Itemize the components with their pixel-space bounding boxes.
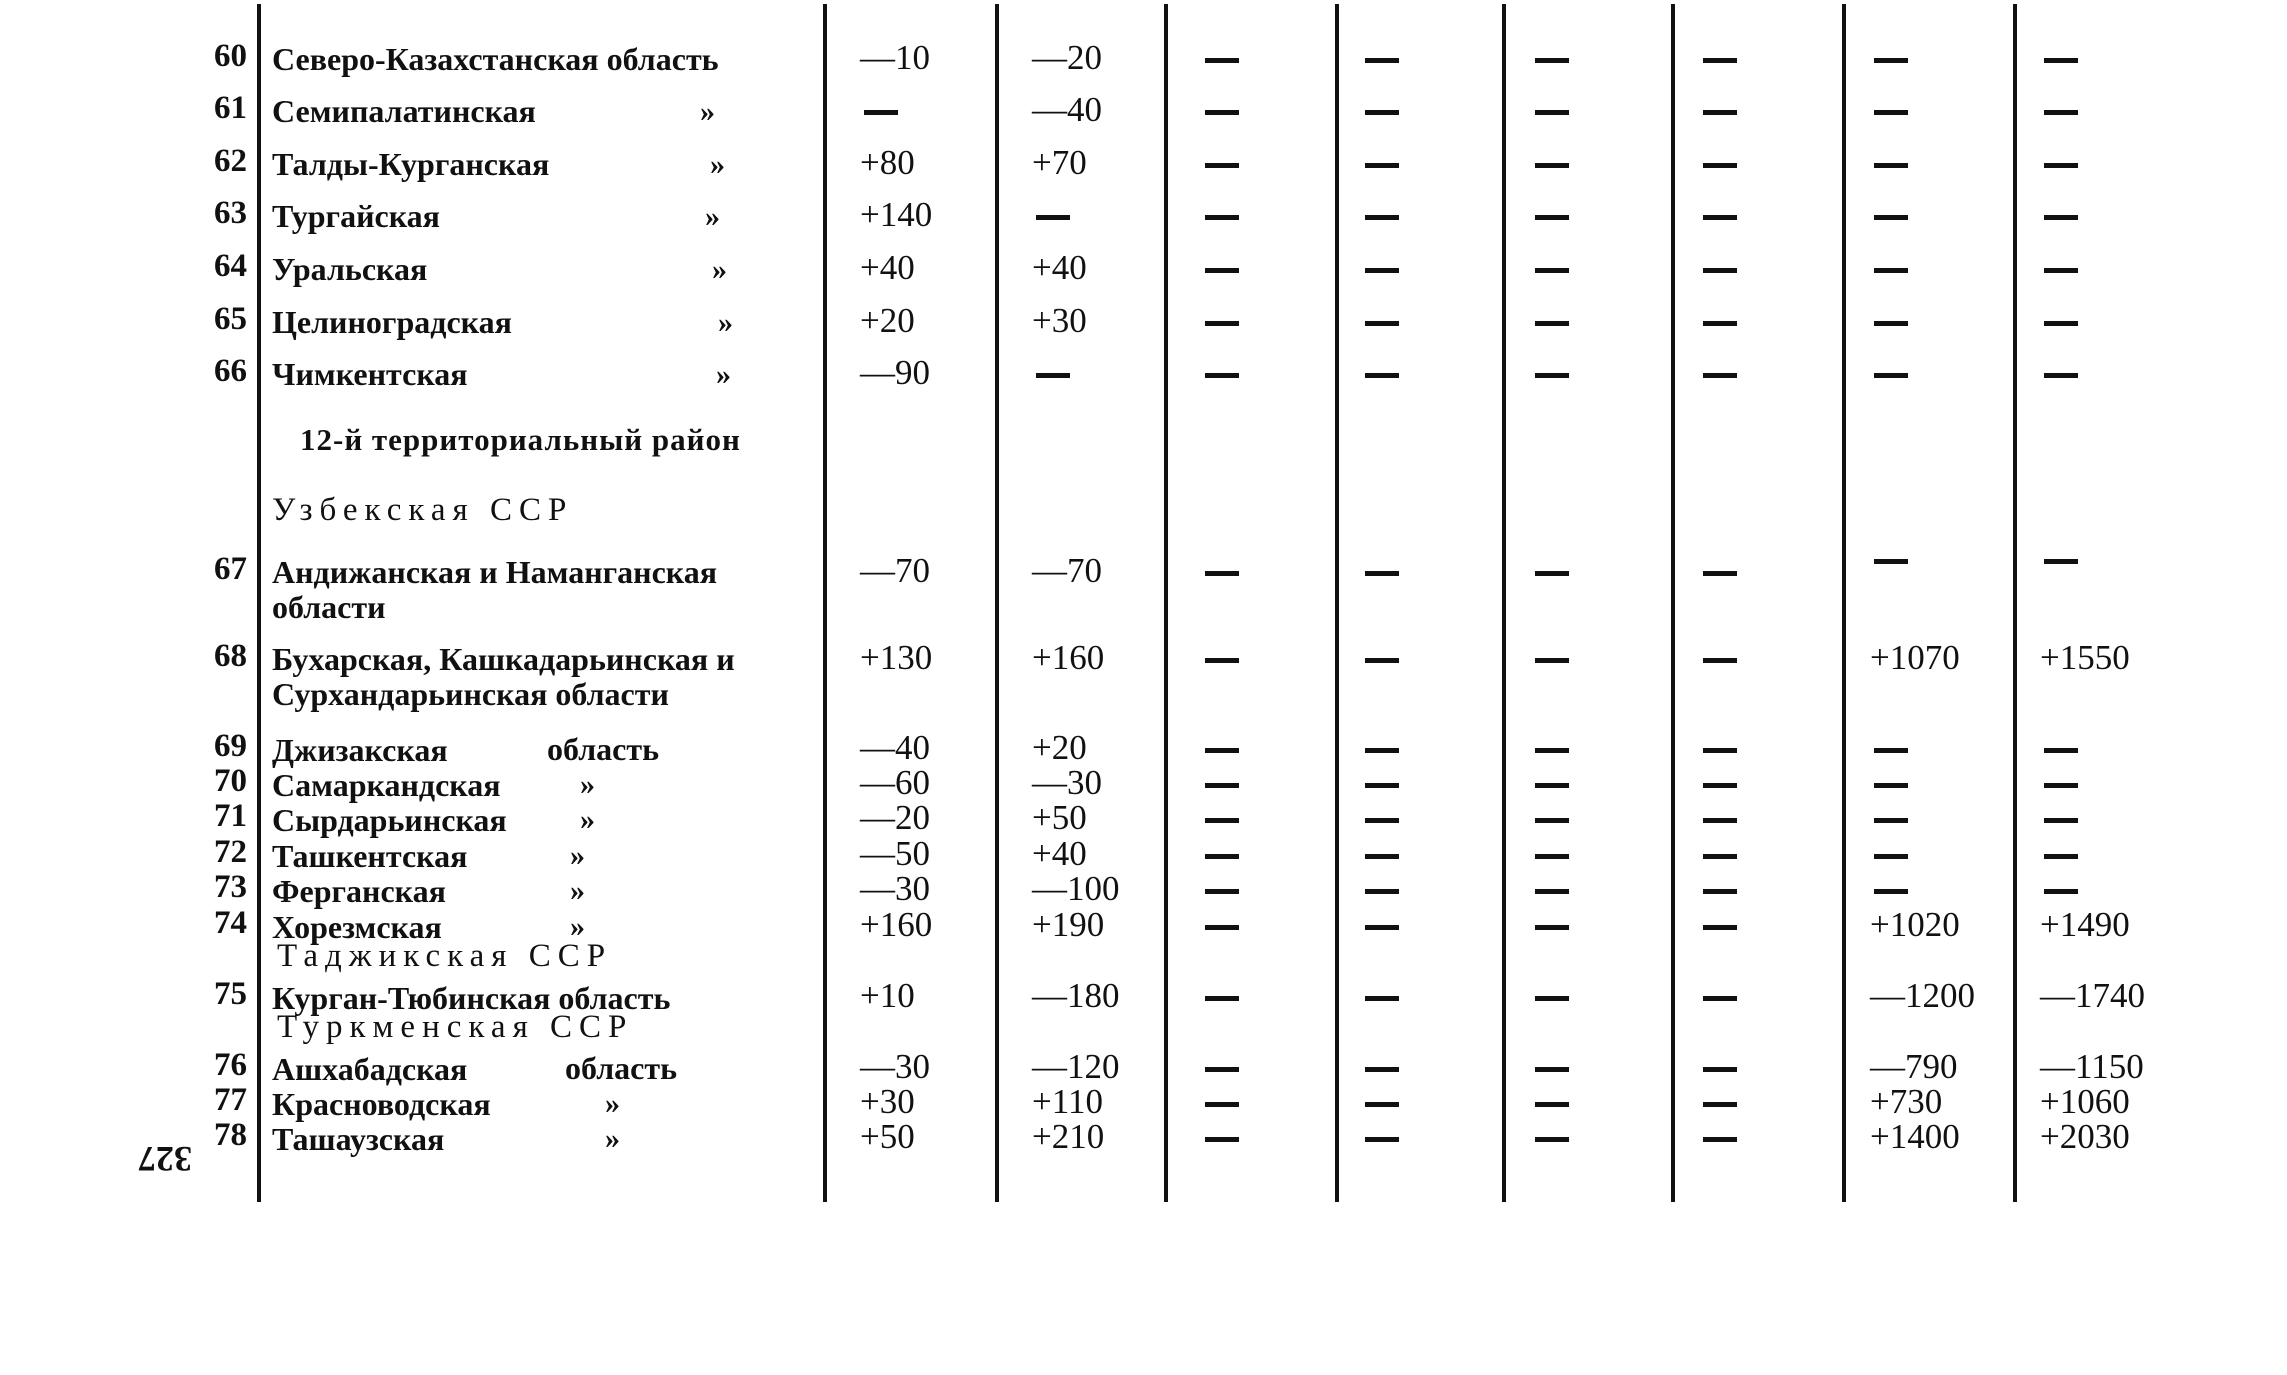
value-col8	[2044, 889, 2078, 894]
value-col7	[1874, 163, 1908, 168]
value-col4-dash	[1365, 1137, 1399, 1142]
value-col4-dash	[1365, 110, 1399, 115]
ditto-mark: »	[570, 910, 585, 943]
region-name: Ашхабадская	[272, 1051, 468, 1087]
region-name: Андижанская и Наманганская	[272, 554, 718, 590]
value-col3-dash	[1205, 58, 1239, 63]
value-col5-dash	[1535, 321, 1569, 326]
region-name: Северо-Казахстанская область	[272, 41, 719, 77]
value-col1: +160	[860, 905, 933, 944]
value-col8: —1150	[2040, 1047, 2144, 1086]
row-number: 65	[214, 301, 247, 337]
value-col5-dash	[1535, 1102, 1569, 1107]
value-col8	[2044, 215, 2078, 220]
row-number: 70	[214, 763, 247, 799]
value-col2: +30	[1032, 301, 1087, 340]
value-col4-dash	[1365, 658, 1399, 663]
region-name: Курган-Тюбинская область	[272, 980, 671, 1016]
value-col7	[1874, 559, 1908, 564]
value-col8	[2044, 783, 2078, 788]
value-col3-dash	[1205, 1067, 1239, 1072]
value-col4-dash	[1365, 321, 1399, 326]
row-number: 75	[214, 976, 247, 1012]
value-col8	[2044, 110, 2078, 115]
value-col6-dash	[1703, 571, 1737, 576]
value-col6-dash	[1703, 321, 1737, 326]
value-col1: +40	[860, 248, 915, 287]
region-suffix: область	[565, 1050, 677, 1086]
value-col4-dash	[1365, 783, 1399, 788]
value-col6-dash	[1703, 818, 1737, 823]
column-rule	[995, 4, 999, 1202]
value-col4-dash	[1365, 925, 1399, 930]
value-col8	[2044, 559, 2078, 564]
value-col8	[2044, 321, 2078, 326]
value-col5-dash	[1535, 889, 1569, 894]
row-number: 76	[214, 1047, 247, 1083]
value-col1: +130	[860, 638, 933, 677]
value-col1: —40	[860, 728, 930, 767]
region-name: Уральская	[272, 251, 428, 287]
ditto-mark: »	[605, 1122, 620, 1155]
region-name: Ташкентская	[272, 838, 468, 874]
region-name: Красноводская	[272, 1086, 491, 1122]
value-col4-dash	[1365, 818, 1399, 823]
row-number: 73	[214, 869, 247, 905]
ditto-mark: »	[718, 306, 733, 339]
value-col6-dash	[1703, 889, 1737, 894]
value-col1: +140	[860, 195, 933, 234]
value-col5-dash	[1535, 996, 1569, 1001]
republic-heading-tajik: Таджикская ССР	[277, 938, 613, 974]
row-number: 67	[214, 551, 247, 587]
value-col2: +70	[1032, 143, 1087, 182]
row-number: 74	[214, 905, 247, 941]
ditto-mark: »	[700, 95, 715, 128]
value-col4-dash	[1365, 748, 1399, 753]
value-col2: —180	[1032, 976, 1120, 1015]
value-col1: +10	[860, 976, 915, 1015]
region-name: Джизакская	[272, 732, 448, 768]
value-col8: —1740	[2040, 976, 2145, 1015]
value-col7	[1874, 321, 1908, 326]
value-col1: —30	[860, 1047, 930, 1086]
value-col6-dash	[1703, 783, 1737, 788]
value-col8: +1550	[2040, 638, 2130, 677]
region-name-line2: области	[272, 589, 386, 625]
region-name: Хорезмская	[272, 909, 442, 945]
value-col5-dash	[1535, 571, 1569, 576]
value-col7	[1874, 110, 1908, 115]
value-col1: +80	[860, 143, 915, 182]
value-col6-dash	[1703, 163, 1737, 168]
value-col8	[2044, 268, 2078, 273]
value-col5-dash	[1535, 58, 1569, 63]
value-col1: —10	[860, 38, 930, 77]
value-col5-dash	[1535, 110, 1569, 115]
value-col4-dash	[1365, 58, 1399, 63]
row-number: 60	[214, 38, 247, 74]
ditto-mark: »	[580, 803, 595, 836]
value-col6-dash	[1703, 658, 1737, 663]
value-col8: +1060	[2040, 1082, 2130, 1121]
value-col6-dash	[1703, 268, 1737, 273]
value-col2: —100	[1032, 869, 1120, 908]
value-col7: +1070	[1870, 638, 1960, 677]
ditto-mark: »	[605, 1087, 620, 1120]
value-col4-dash	[1365, 996, 1399, 1001]
value-col2: +50	[1032, 798, 1087, 837]
row-number: 77	[214, 1082, 247, 1118]
value-col4-dash	[1365, 1102, 1399, 1107]
row-number: 61	[214, 90, 247, 126]
column-rule	[1502, 4, 1506, 1202]
republic-heading-uzbek: Узбекская ССР	[272, 492, 574, 528]
value-col1: +50	[860, 1117, 915, 1156]
value-col7	[1874, 373, 1908, 378]
value-col3-dash	[1205, 1137, 1239, 1142]
value-col4-dash	[1365, 854, 1399, 859]
column-rule	[257, 4, 261, 1202]
value-col5-dash	[1535, 163, 1569, 168]
value-col6-dash	[1703, 925, 1737, 930]
value-col7: +730	[1870, 1082, 1943, 1121]
value-col7	[1874, 748, 1908, 753]
value-col2: +210	[1032, 1117, 1105, 1156]
row-number: 62	[214, 143, 247, 179]
region-name: Самаркандская	[272, 767, 501, 803]
value-col5-dash	[1535, 854, 1569, 859]
value-col2: —120	[1032, 1047, 1120, 1086]
value-col8: +1490	[2040, 905, 2130, 944]
column-rule	[823, 4, 827, 1202]
value-col1: —20	[860, 798, 930, 837]
value-col6-dash	[1703, 1137, 1737, 1142]
value-col3-dash	[1205, 1102, 1239, 1107]
value-col5-dash	[1535, 1137, 1569, 1142]
value-col3-dash	[1205, 215, 1239, 220]
region-name: Сырдарьинская	[272, 802, 507, 838]
republic-heading-turkmen: Туркменская ССР	[277, 1009, 634, 1045]
value-col7: +1020	[1870, 905, 1960, 944]
value-col4-dash	[1365, 215, 1399, 220]
ditto-mark: »	[580, 768, 595, 801]
value-col5-dash	[1535, 1067, 1569, 1072]
region-name: Ташаузская	[272, 1121, 445, 1157]
value-col2: +40	[1032, 834, 1087, 873]
value-col8: +2030	[2040, 1117, 2130, 1156]
page-number: 327	[138, 1139, 192, 1179]
value-col4-dash	[1365, 1067, 1399, 1072]
region-name: Ферганская	[272, 873, 446, 909]
value-col2: —20	[1032, 38, 1102, 77]
region-name: Тургайская	[272, 198, 440, 234]
value-col2: —70	[1032, 551, 1102, 590]
value-col7	[1874, 215, 1908, 220]
value-col6-dash	[1703, 1102, 1737, 1107]
value-col1: —60	[860, 763, 930, 802]
value-col3-dash	[1205, 925, 1239, 930]
ditto-mark: »	[710, 148, 725, 181]
value-col2: +110	[1032, 1082, 1103, 1121]
value-col3-dash	[1205, 854, 1239, 859]
value-col4-dash	[1365, 163, 1399, 168]
value-col2	[1036, 215, 1070, 220]
value-col6-dash	[1703, 58, 1737, 63]
value-col1	[864, 110, 898, 115]
region-name: Чимкентская	[272, 356, 468, 392]
value-col2: +40	[1032, 248, 1087, 287]
value-col3-dash	[1205, 783, 1239, 788]
value-col5-dash	[1535, 215, 1569, 220]
value-col2: +160	[1032, 638, 1105, 677]
value-col6-dash	[1703, 1067, 1737, 1072]
value-col3-dash	[1205, 268, 1239, 273]
value-col1: —70	[860, 551, 930, 590]
value-col5-dash	[1535, 818, 1569, 823]
value-col7	[1874, 818, 1908, 823]
region-name: Талды-Курганская	[272, 146, 550, 182]
value-col4-dash	[1365, 268, 1399, 273]
value-col7	[1874, 854, 1908, 859]
value-col3-dash	[1205, 571, 1239, 576]
row-number: 64	[214, 248, 247, 284]
value-col3-dash	[1205, 110, 1239, 115]
value-col3-dash	[1205, 889, 1239, 894]
ditto-mark: »	[705, 200, 720, 233]
value-col7: —790	[1870, 1047, 1958, 1086]
value-col8	[2044, 163, 2078, 168]
value-col3-dash	[1205, 373, 1239, 378]
ditto-mark: »	[570, 839, 585, 872]
value-col2	[1036, 373, 1070, 378]
value-col4-dash	[1365, 571, 1399, 576]
value-col2: +20	[1032, 728, 1087, 767]
value-col7	[1874, 889, 1908, 894]
value-col6-dash	[1703, 110, 1737, 115]
ditto-mark: »	[712, 253, 727, 286]
row-number: 66	[214, 353, 247, 389]
value-col1: +30	[860, 1082, 915, 1121]
value-col3-dash	[1205, 996, 1239, 1001]
value-col5-dash	[1535, 748, 1569, 753]
row-number: 78	[214, 1117, 247, 1153]
row-number: 63	[214, 195, 247, 231]
column-rule	[1842, 4, 1846, 1202]
value-col8	[2044, 748, 2078, 753]
value-col2: —40	[1032, 90, 1102, 129]
value-col8	[2044, 373, 2078, 378]
value-col7: —1200	[1870, 976, 1975, 1015]
column-rule	[1671, 4, 1675, 1202]
row-number: 69	[214, 728, 247, 764]
column-rule	[1164, 4, 1168, 1202]
value-col1: —90	[860, 353, 930, 392]
region-name: Бухарская, Кашкадарьинская и	[272, 641, 735, 677]
value-col8	[2044, 818, 2078, 823]
value-col1: +20	[860, 301, 915, 340]
row-number: 68	[214, 638, 247, 674]
value-col6-dash	[1703, 996, 1737, 1001]
row-number: 72	[214, 834, 247, 870]
region-suffix: область	[547, 731, 659, 767]
value-col5-dash	[1535, 783, 1569, 788]
value-col8	[2044, 58, 2078, 63]
value-col5-dash	[1535, 925, 1569, 930]
value-col5-dash	[1535, 268, 1569, 273]
region-name: Целиноградская	[272, 304, 512, 340]
value-col7	[1874, 58, 1908, 63]
value-col7: +1400	[1870, 1117, 1960, 1156]
value-col3-dash	[1205, 748, 1239, 753]
value-col6-dash	[1703, 854, 1737, 859]
value-col3-dash	[1205, 658, 1239, 663]
value-col6-dash	[1703, 748, 1737, 753]
value-col3-dash	[1205, 163, 1239, 168]
value-col2: +190	[1032, 905, 1105, 944]
region-name-line2: Сурхандарьинская области	[272, 676, 669, 712]
value-col6-dash	[1703, 215, 1737, 220]
value-col4-dash	[1365, 889, 1399, 894]
ditto-mark: »	[716, 358, 731, 391]
region-name: Семипалатинская	[272, 93, 536, 129]
value-col7	[1874, 783, 1908, 788]
value-col5-dash	[1535, 658, 1569, 663]
value-col8	[2044, 854, 2078, 859]
section-heading: 12-й территориальный район	[300, 422, 741, 457]
value-col3-dash	[1205, 818, 1239, 823]
value-col1: —30	[860, 869, 930, 908]
column-rule	[2013, 4, 2017, 1202]
value-col2: —30	[1032, 763, 1102, 802]
ditto-mark: »	[570, 874, 585, 907]
value-col5-dash	[1535, 373, 1569, 378]
value-col4-dash	[1365, 373, 1399, 378]
value-col7	[1874, 268, 1908, 273]
value-col1: —50	[860, 834, 930, 873]
value-col3-dash	[1205, 321, 1239, 326]
column-rule	[1335, 4, 1339, 1202]
value-col6-dash	[1703, 373, 1737, 378]
row-number: 71	[214, 798, 247, 834]
